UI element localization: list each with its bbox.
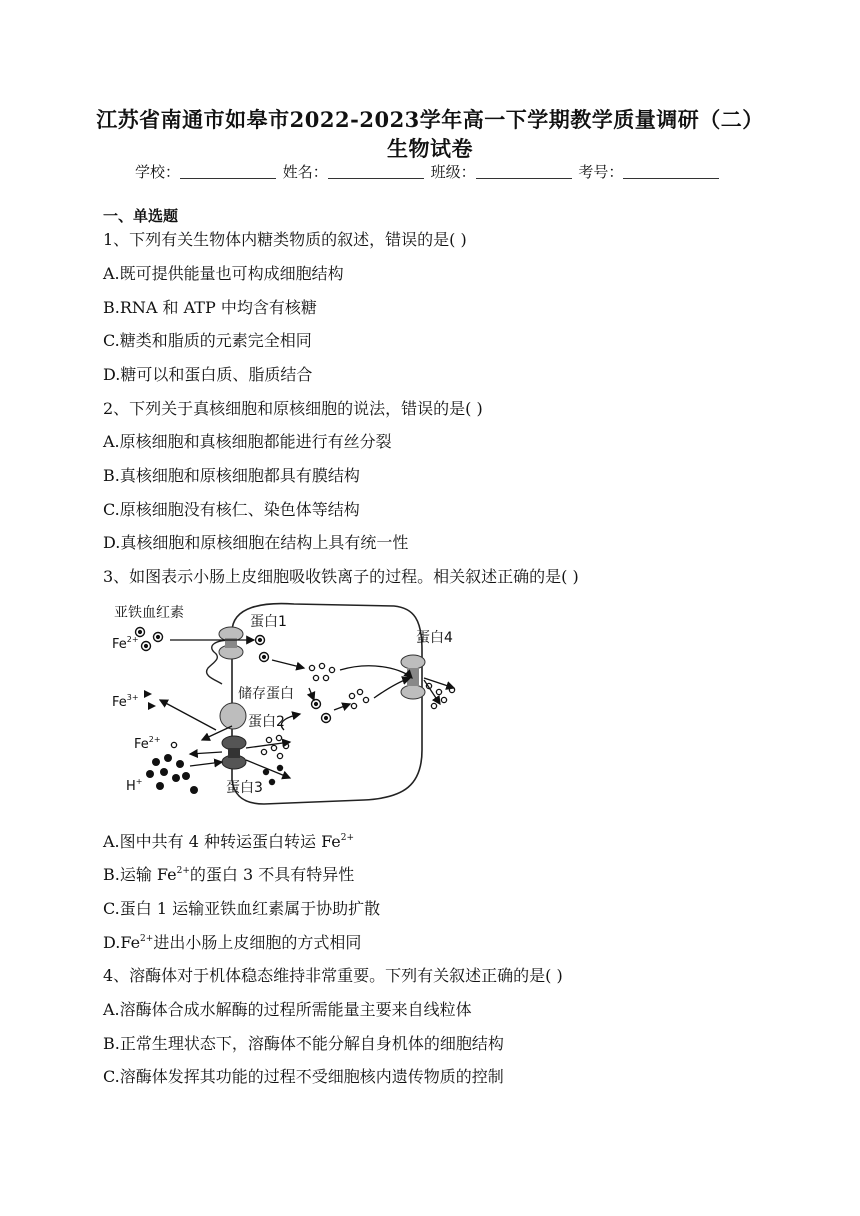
question-3-option-d[interactable]: $D.Fe^{2+}$进出小肠上皮细胞的方式相同 <box>103 933 362 952</box>
question-4-option-a[interactable]: A.溶酶体合成水解酶的过程所需能量主要来自线粒体 <box>103 1000 472 1019</box>
class-blank[interactable] <box>476 164 572 179</box>
protein-3-label: 蛋白3 <box>226 780 263 796</box>
question-4-stem: 4、溶酶体对于机体稳态维持非常重要。下列有关叙述正确的是( ) <box>103 966 563 985</box>
fe3-label: $Fe^{3+}$ <box>112 693 139 710</box>
heme-label: 亚铁血红素 <box>114 605 184 621</box>
question-1-option-a[interactable]: A.既可提供能量也可构成细胞结构 <box>103 264 344 283</box>
question-2-option-b[interactable]: B.真核细胞和原核细胞都具有膜结构 <box>103 466 360 485</box>
protein-2 <box>220 703 246 729</box>
question-4-option-b[interactable]: B.正常生理状态下，溶酶体不能分解自身机体的细胞结构 <box>103 1034 504 1053</box>
storage-protein-label: 储存蛋白 <box>238 686 294 702</box>
question-3-option-a[interactable]: A.图中共有 4 种转运蛋白转运 $Fe^{2+}$ <box>103 832 355 851</box>
question-1-option-c[interactable]: C.糖类和脂质的元素完全相同 <box>103 331 312 350</box>
protein-3-top <box>222 736 246 750</box>
section-heading: 一、单选题 <box>103 207 179 225</box>
question-3-option-c[interactable]: C.蛋白 1 运输亚铁血红素属于协助扩散 <box>103 899 381 918</box>
exam-number-blank[interactable] <box>623 164 719 179</box>
question-3-option-b[interactable]: B.运输 $Fe^{2+}$的蛋白 3 不具有特异性 <box>103 865 355 884</box>
question-3-stem: 3、如图表示小肠上皮细胞吸收铁离子的过程。相关叙述正确的是( ) <box>103 567 579 586</box>
school-label: 学校： <box>135 163 181 181</box>
question-2-option-a[interactable]: A.原核细胞和真核细胞都能进行有丝分裂 <box>103 432 392 451</box>
fe3-ions <box>144 690 156 710</box>
cell-membrane <box>232 604 422 804</box>
school-blank[interactable] <box>180 164 276 179</box>
question-2-stem: 2、下列关于真核细胞和原核细胞的说法，错误的是( ) <box>103 399 483 418</box>
exam-subtitle: 生物试卷 <box>387 136 473 161</box>
exam-number-label: 考号： <box>578 163 624 181</box>
protein-4-label: 蛋白4 <box>416 630 453 646</box>
protein-2-label: 蛋白2 <box>248 714 285 730</box>
class-label: 班级： <box>430 163 476 181</box>
fe2-label-top: $Fe^{2+}$ <box>112 635 139 652</box>
question-1-stem: 1、下列有关生物体内糖类物质的叙述，错误的是( ) <box>103 230 467 249</box>
protein-4-top <box>401 655 425 669</box>
fe2-label-bottom: $Fe^{2+}$ <box>134 735 161 752</box>
name-label: 姓名： <box>282 163 328 181</box>
name-blank[interactable] <box>328 164 424 179</box>
protein-4-bottom <box>401 685 425 699</box>
question-4-option-c[interactable]: C.溶酶体发挥其功能的过程不受细胞核内遗传物质的控制 <box>103 1067 504 1086</box>
question-2-option-c[interactable]: C.原核细胞没有核仁、染色体等结构 <box>103 500 360 519</box>
protein-4-channel <box>407 668 419 686</box>
iron-absorption-diagram <box>104 600 470 816</box>
protein-1-label: 蛋白1 <box>250 614 287 630</box>
question-1-option-b[interactable]: B.RNA 和 ATP 中均含有核糖 <box>103 298 317 317</box>
question-1-option-d[interactable]: D.糖可以和蛋白质、脂质结合 <box>103 365 313 384</box>
protein-3-channel <box>228 748 240 758</box>
exam-title: 江苏省南通市如皋市2022-2023学年高一下学期教学质量调研（二） <box>96 107 764 132</box>
h-ion-label: H+ <box>126 777 143 794</box>
question-2-option-d[interactable]: D.真核细胞和原核细胞在结构上具有统一性 <box>103 533 409 552</box>
student-info-row <box>135 161 721 182</box>
